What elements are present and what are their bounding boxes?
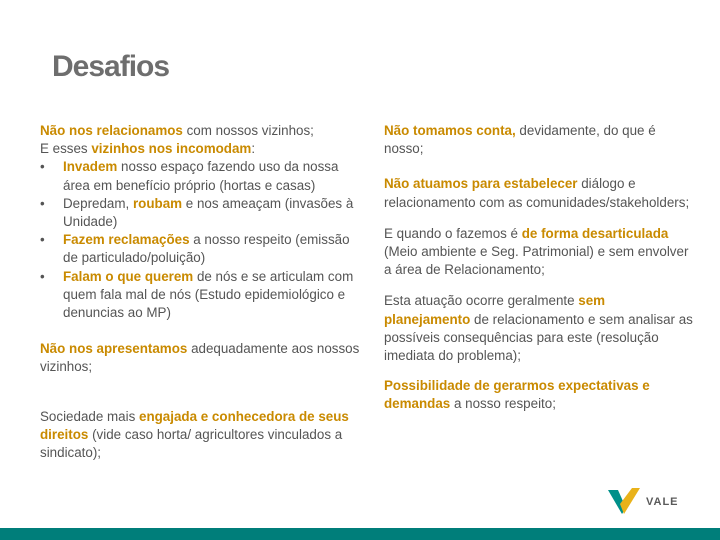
highlight-text: engajada e conhecedora de seus direitos (40, 408, 349, 442)
bullet-item (40, 158, 360, 194)
body-text: diálogo e relacionamento com as comunidades/stakeholders; (384, 176, 690, 210)
body-text: Esta atuação ocorre geralmente (384, 293, 579, 309)
bullet-item (40, 231, 360, 267)
bullet-item (40, 268, 360, 323)
body-text: devidamente, do que é nosso; (384, 123, 656, 157)
highlight-text: Não tomamos conta, (384, 123, 516, 138)
right-paragraph (384, 225, 694, 280)
left-column (40, 122, 360, 462)
highlight-text: roubam (132, 195, 183, 211)
body-text: a nosso respeito (emissão de particulado/poluição) (63, 232, 350, 266)
highlight-text: de forma desarticulada (521, 225, 669, 241)
footer-bar (0, 528, 720, 540)
body-text: E esses (40, 141, 92, 157)
page-title: Desafios (52, 50, 170, 83)
body-text: nosso espaço fazendo uso da nossa área em benefício próprio (hortas e casas) (63, 159, 339, 193)
body-text: e nos ameaçam (invasões à Unidade) (63, 195, 354, 230)
highlight-text: Possibilidade de gerarmos expectativas e demandas (384, 378, 650, 412)
bullet-dot: • (40, 268, 45, 284)
right-paragraph (384, 175, 694, 211)
left-paragraph (40, 340, 360, 376)
right-paragraph (384, 122, 694, 158)
highlight-text: Não nos apresentamos (40, 341, 188, 357)
highlight-text: Falam o que querem (63, 268, 194, 284)
body-text: de nós e se articulam com quem fala mal de nós (Estudo epidemiológico e denuncias ao MP) (63, 268, 354, 321)
bullet-dot: • (40, 232, 45, 248)
body-text: : (251, 141, 256, 157)
highlight-text: Invadem (63, 159, 118, 175)
highlight-text: sem planejamento (384, 293, 606, 327)
right-paragraph (384, 292, 694, 365)
body-text: E quando o fazemos é (384, 225, 522, 241)
right-paragraph (384, 377, 694, 413)
body-text: (vide caso horta/ agricultores vinculados a sindicato); (40, 426, 343, 461)
highlight-text: Não atuamos para estabelecer (384, 176, 578, 192)
highlight-text: Não nos relacionamos (40, 123, 183, 138)
body-text: (Meio ambiente e Seg. Patrimonial) e sem envolver a área de Relacionamento; (384, 244, 689, 278)
left-paragraph (40, 408, 360, 463)
highlight-text: vizinhos nos incomodam (91, 141, 252, 157)
body-text: adequadamente aos nossos vizinhos; (40, 341, 360, 375)
right-column (384, 122, 694, 414)
body-text: de relacionamento e sem analisar as possíveis consequências para este (resolução imediata do problema); (384, 311, 693, 364)
highlight-text: Fazem reclamações (63, 232, 190, 248)
body-text: a nosso respeito; (450, 396, 556, 412)
body-text: Sociedade mais (40, 408, 139, 424)
body-text: Depredam, (63, 195, 133, 211)
logo-text: VALE (646, 496, 679, 508)
body-text: com nossos vizinhos; (182, 123, 314, 138)
bullet-dot: • (40, 195, 45, 211)
left-intro (40, 122, 360, 158)
bullet-dot: • (40, 159, 45, 175)
bullet-item (40, 195, 360, 231)
